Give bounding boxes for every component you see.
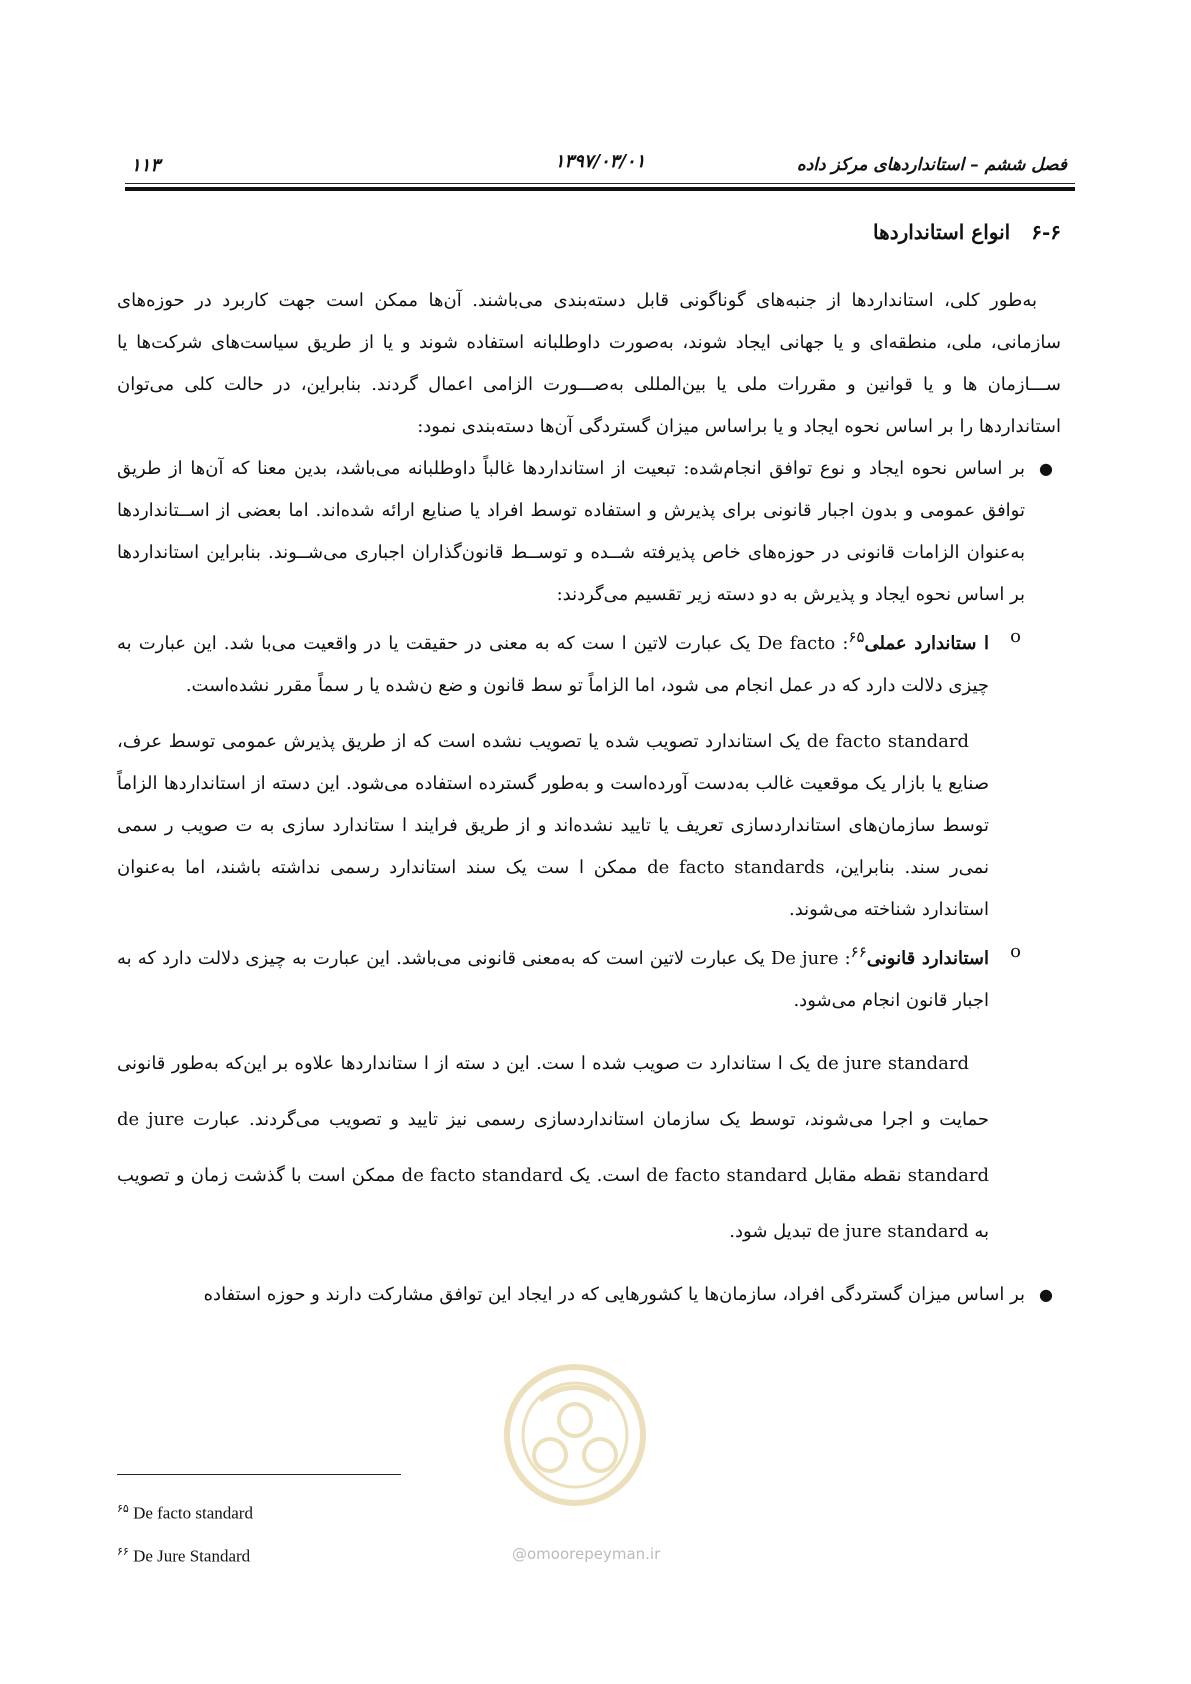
- defacto-block: [117, 721, 989, 931]
- watermark-url: @omoorepeyman.ir: [512, 1545, 661, 1563]
- sub-item-text: [117, 931, 989, 1022]
- circle-bullet-icon: o: [1010, 941, 1021, 962]
- section-number: ۶-۶: [1031, 220, 1061, 244]
- dejure-block: [117, 1036, 989, 1260]
- sub-item-defacto: [117, 616, 1025, 707]
- page-body: [117, 220, 1061, 1316]
- defacto-paragraph: de facto standard یک استاندارد تصویب شده یا تصویب نشده است که از طریق پذیرش عمومی توسط عرف، صنایع یا بازار یک موقعیت غالب به‌دست آورده‌است و به‌طور گسترده استفاده می‌شود. این دسته از استانداردها الزاماً توسط سازمان‌های استانداردسازی تعریف یا تایید نشده‌اند و از طریق فرایند ا ستاندارد سازی به ت صویب ر سمی نمی‌ر سند. بنابراین، de facto standards ممکن ا ست یک سند استاندارد رسمی نداشته باشند، اما به‌عنوان استاندارد شناخته می‌شوند.: [117, 731, 989, 920]
- footnote-ref: ۶۶: [850, 943, 867, 961]
- header-date: ۱۳۹۷/۰۳/۰۱: [554, 151, 646, 172]
- section-heading: [117, 220, 1061, 244]
- watermark-seal-icon: [500, 1360, 650, 1510]
- bullet-icon: ●: [1039, 1285, 1053, 1304]
- sub-item-body: : De facto یک عبارت لاتین ا ست که به معنی در حقیقت یا در واقعیت می‌با شد. این عبارت به چیزی دلالت دارد که در عمل انجام می شود، اما الزاماً تو سط قانون و ضع ن‌شده یا ر سماً مقرر نشده‌است.: [117, 633, 989, 696]
- footnote-rule: [117, 1474, 401, 1475]
- header-rule-thin: [125, 183, 1075, 184]
- intro-paragraph: به‌طور کلی، استانداردها از جنبه‌های گوناگونی قابل دسته‌بندی می‌باشند. آن‌ها ممکن است جهت کاربرد در حوزه‌های سازمانی، ملی، منطقه‌ای و یا جهانی ایجاد شوند، به‌صورت داوطلبانه استفاده شوند و یا از طریق سیاست‌های شرکت‌ها یا ســـازمان ها و یا قوانین و مقررات ملی یا بین‌المللی به‌صـــورت الزامی اعمال گردند. بنابراین، در حالت کلی می‌توان استانداردها را بر اساس نحوه ایجاد و یا براساس میزان گستردگی آن‌ها دسته‌بندی نمود:: [117, 290, 1061, 437]
- sub-item-text: [117, 616, 989, 707]
- sub-item-body: : De jure یک عبارت لاتین است که به‌معنی قانونی می‌باشد. این عبارت به چیزی دلالت دارد که به اجبار قانون انجام می‌شود.: [117, 948, 989, 1011]
- footnote-66: $^{۶۶}$ De Jure Standard: [117, 1545, 251, 1566]
- page-header: [125, 151, 1075, 191]
- term-defacto: ا ستاندارد عملی: [864, 633, 989, 654]
- bullet-text: بر اساس میزان گستردگی افراد، سازمان‌ها یا کشورهایی که در ایجاد این توافق مشارکت دارند و حوزه استفاده: [203, 1284, 1025, 1305]
- header-rule-thick: [125, 187, 1075, 191]
- footnote-ref: ۶۵: [848, 628, 865, 646]
- chapter-title: فصل ششم – استانداردهای مرکز داده: [796, 155, 1067, 175]
- section-title: انواع استانداردها: [873, 220, 1011, 244]
- bullet-item-scope: [117, 1274, 1061, 1316]
- dejure-paragraph: de jure standard یک ا ستاندارد ت صویب شده ا ست. این د سته از ا ستانداردها علاوه بر این‌که به‌طور قانونی حمایت و اجرا می‌شوند، توسط یک سازمان استانداردسازی رسمی نیز تایید و تصویب می‌گردند. عبارت de jure standard نقطه مقابل de facto standard است. یک de facto standard ممکن است با گذشت زمان و تصویب به de jure standard تبدیل شود.: [117, 1053, 989, 1242]
- circle-bullet-icon: o: [1010, 626, 1021, 647]
- bullet-item-creation: [117, 448, 1061, 616]
- sub-item-dejure: [117, 931, 1025, 1022]
- footnote-65: $^{۶۵}$ De facto standard: [117, 1503, 253, 1523]
- bullet-icon: ●: [1039, 459, 1053, 478]
- term-dejure: استاندارد قانونی: [866, 948, 989, 969]
- page-number: ۱۱۳: [131, 155, 161, 176]
- bullet-text: بر اساس نحوه ایجاد و نوع توافق انجام‌شده: تبعیت از استانداردها غالباً داوطلبانه می‌باشد، بدین معنا که آن‌ها از طریق توافق عمومی و بدون اجبار قانونی برای پذیرش و استفاده توسط افراد یا صنایع ارائه شده‌اند. اما بعضی از اســتانداردها به‌عنوان الزامات قانونی در حوزه‌های خاص پذیرفته شــده و توســط قانون‌گذاران اجباری می‌شــوند. بنابراین استانداردها بر اساس نحوه ایجاد و پذیرش به دو دسته زیر تقسیم می‌گردند:: [117, 458, 1025, 605]
